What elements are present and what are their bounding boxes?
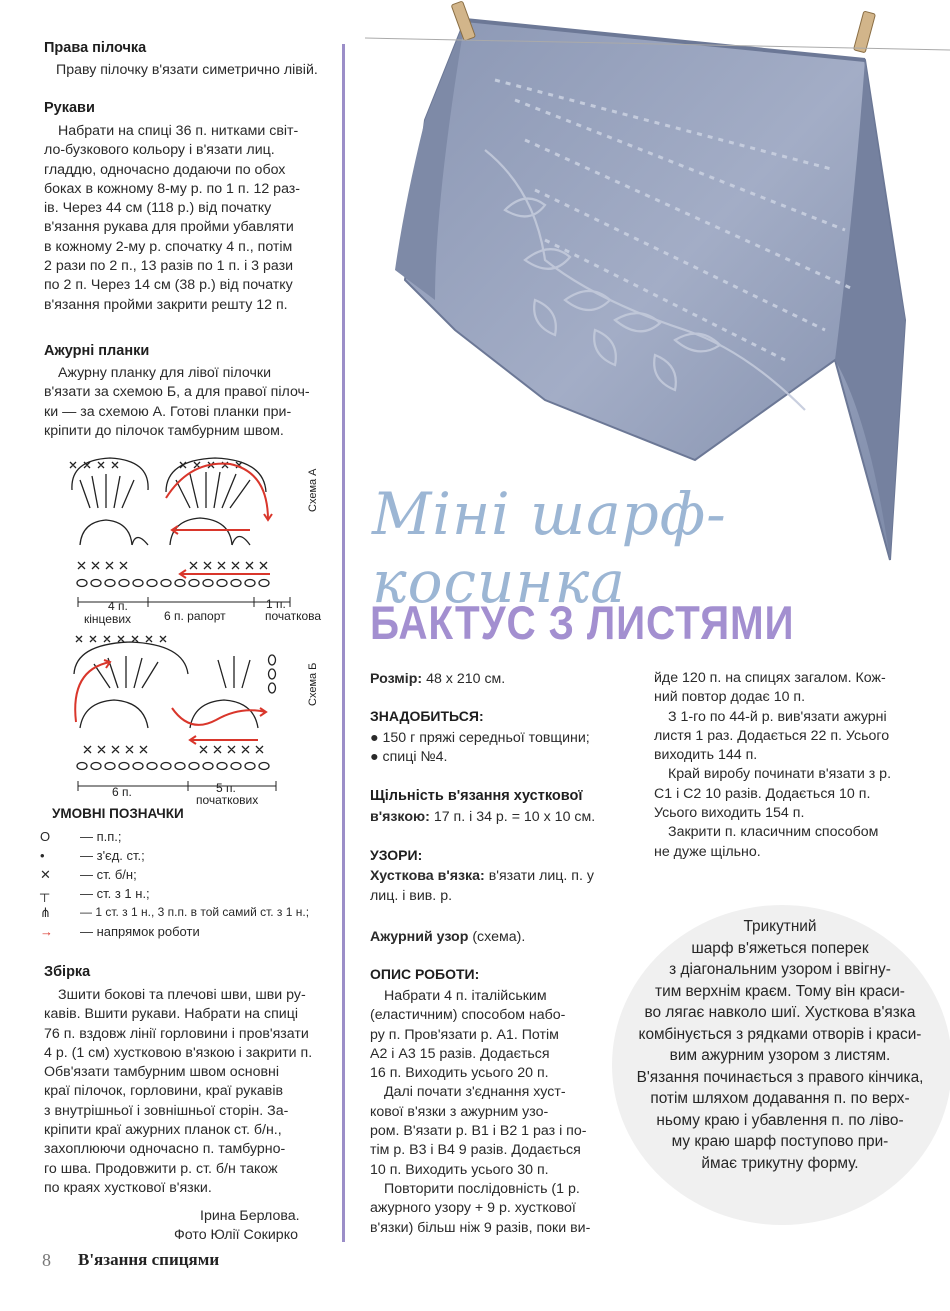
bubble-line: потім шляхом додавання п. по верх- xyxy=(650,1090,910,1107)
scheme-a-label-start: 1 п. xyxy=(266,597,286,611)
bubble-line: вим ажурним узором з листям. xyxy=(669,1047,891,1064)
double-crochet-icon: ┬ xyxy=(40,886,50,901)
sleeves-line: Набрати на спиці 36 п. нитками світ- xyxy=(58,123,299,139)
sleeves-line: ів. Через 44 см (118 р.) від початку xyxy=(44,200,272,217)
legend-heading: УМОВНІ ПОЗНАЧКИ xyxy=(52,806,184,821)
garter-line-2: лиц. і вив. р. xyxy=(370,888,453,904)
col3-line: Край виробу починати в'язати з р. xyxy=(668,766,892,783)
sleeves-heading: Рукави xyxy=(44,100,95,116)
scheme-b-diagram xyxy=(40,630,340,810)
lace-pattern-text: (схема). xyxy=(472,929,526,945)
legend-row xyxy=(40,903,340,922)
lace-pattern-label: Ажурний узор xyxy=(370,929,469,945)
column-divider xyxy=(342,44,345,1242)
work-line: А2 і А3 15 разів. Додається xyxy=(370,1045,550,1062)
scheme-b-label-5b: початкових xyxy=(196,793,259,807)
assembly-line: Зшити бокові та плечові шви, шви ру- xyxy=(58,987,306,1003)
legend-text: — ст. з 1 н.; xyxy=(80,886,150,901)
assembly-line: з внутрішньої і зовнішньої сторін. За- xyxy=(44,1102,289,1119)
chain-stitch-icon: O xyxy=(40,829,51,844)
legend-row xyxy=(40,865,340,884)
work-text xyxy=(370,987,616,1238)
bubble-line: му краю шарф поступово при- xyxy=(671,1133,889,1150)
work-line: (еластичним) способом набо- xyxy=(370,1007,566,1024)
garter-line xyxy=(370,867,594,886)
work-line: кової в'язки з ажурним узо- xyxy=(370,1103,549,1120)
work-line: в'язки) більш ніж 9 разів, поки ви- xyxy=(370,1219,591,1236)
bubble-line: ймає трикутну форму. xyxy=(701,1154,859,1172)
legend-row xyxy=(40,922,340,941)
bubble-line: тим верхнім краєм. Тому він краси- xyxy=(655,982,905,1000)
bubble-text xyxy=(622,916,938,1174)
scheme-a-label-rapport: 6 п. рапорт xyxy=(164,609,226,623)
col3-line: С1 і С2 10 разів. Додається 10 п. xyxy=(654,785,871,802)
legend-row xyxy=(40,884,340,903)
assembly-heading: Збірка xyxy=(44,964,91,980)
work-line: Далі почати з'єднання хуст- xyxy=(384,1084,566,1101)
legend-row xyxy=(40,846,340,865)
lace-text xyxy=(44,364,320,441)
sleeves-line: 2 рази по 2 п., 13 разів по 1 п. і 3 рази xyxy=(44,258,294,275)
legend-text: — напрямок роботи xyxy=(80,924,200,939)
scheme-b-label-5: 5 п. xyxy=(216,781,236,795)
shell-stitch-icon: ⋔ xyxy=(40,905,51,920)
work-line: тім р. В3 і В4 9 разів. Додається xyxy=(370,1142,581,1159)
bubble-line: шарф в'яжеться поперек xyxy=(691,939,869,957)
author: Ірина Берлова. xyxy=(200,1208,300,1224)
legend-text: — 1 ст. з 1 н., 3 п.п. в той самий ст. з 1 н.; xyxy=(80,905,310,919)
need-item: ● 150 г пряжі середньої товщини; xyxy=(370,730,590,746)
work-line: ажурного узору + 9 р. хусткової xyxy=(370,1200,576,1217)
density-heading-2: в'язкою: xyxy=(370,809,430,825)
scheme-b-dc-fans xyxy=(94,656,250,688)
slip-stitch-icon: • xyxy=(40,848,45,863)
scheme-a-diagram xyxy=(40,450,340,630)
sleeves-line: ло-бузкового кольору і в'язати лиц. xyxy=(44,142,275,159)
bubble-line: во лягає навколо шиї. Хусткова в'язка xyxy=(644,1004,916,1021)
work-line: ром. В'язати р. В1 і В2 1 раз і по- xyxy=(370,1123,587,1140)
assembly-line: 4 р. (1 см) хустковою в'язкою і закрити п. xyxy=(44,1044,313,1061)
work-line: Повторити послідовність (1 р. xyxy=(384,1180,580,1197)
size-label: Розмір: xyxy=(370,671,423,687)
patterns-heading: УЗОРИ: xyxy=(370,847,423,863)
pattern-title: БАКТУС З ЛИСТЯМИ xyxy=(370,596,795,649)
density-value: 17 п. і 34 р. = 10 х 10 см. xyxy=(433,809,596,825)
legend-text: — ст. б/н; xyxy=(80,867,137,882)
need-item: ● спиці №4. xyxy=(370,749,448,766)
front-right-heading: Права пілочка xyxy=(44,40,147,56)
scheme-a-chain-row xyxy=(77,580,269,587)
col3-line: З 1-го по 44-й р. вив'язати ажурні xyxy=(668,708,887,725)
front-right-text: Праву пілочку в'язати симетрично лівій. xyxy=(56,62,318,78)
legend-list xyxy=(40,827,340,941)
legend-text: — з'єд. ст.; xyxy=(80,848,145,863)
scheme-a-label-start2: початкова xyxy=(265,609,322,623)
work-line: ру п. Пров'язати р. А1. Потім xyxy=(370,1026,559,1043)
lace-pattern-line xyxy=(370,928,525,947)
sleeves-line: в'язання рукава для пройми убавляти xyxy=(44,219,294,236)
lace-line: в'язати за схемою Б, а для правої пілоч- xyxy=(44,384,310,401)
assembly-line: по краях хусткової в'язки. xyxy=(44,1179,212,1196)
garter-label: Хусткова в'язка: xyxy=(370,868,485,884)
col3-line: ний повтор додає 10 п. xyxy=(654,689,806,706)
lace-line: Ажурну планку для лівої пілочки xyxy=(58,365,272,381)
scheme-b-sc-row xyxy=(76,636,263,753)
size-line xyxy=(370,670,505,689)
assembly-line: кавів. Вшити рукави. Набрати на спиці xyxy=(44,1006,298,1023)
assembly-line: краї пілочок, горловини, краї рукавів xyxy=(44,1083,284,1100)
scheme-a-arches xyxy=(72,458,266,545)
bubble-line: з діагональним узором і ввігну- xyxy=(669,961,891,978)
scheme-a-label-end: 4 п. xyxy=(108,599,128,613)
scheme-a-title: Схема А xyxy=(307,468,319,512)
lace-heading: Ажурні планки xyxy=(44,343,150,359)
scheme-b-title: Схема Б xyxy=(307,662,319,706)
sleeves-text xyxy=(44,122,320,315)
page-number: 8 xyxy=(42,1250,51,1270)
sleeves-line: в кожному 2-му р. спочатку 4 п., потім xyxy=(44,238,293,255)
assembly-line: кріпити краї ажурних планок ст. б/н., xyxy=(44,1122,282,1139)
single-crochet-icon: ✕ xyxy=(40,867,51,882)
arrow-right-icon: → xyxy=(40,924,53,939)
col3-line: не дуже щільно. xyxy=(654,843,761,860)
need-heading: ЗНАДОБИТЬСЯ: xyxy=(370,708,484,724)
col3-line: йде 120 п. на спицях загалом. Кож- xyxy=(654,670,886,686)
sleeves-line: гладдю, одночасно додаючи по обох xyxy=(44,161,286,178)
magazine-title: В'язання спицями xyxy=(78,1250,220,1269)
sleeves-line: боках в кожному 8-му р. по 1 п. 12 раз- xyxy=(44,180,301,197)
col3-line: виходить 144 п. xyxy=(654,747,758,764)
legend-text: — п.п.; xyxy=(80,829,122,844)
density-heading: Щільність в'язання хусткової xyxy=(370,788,583,804)
photo-credit: Фото Юлії Сокирко xyxy=(174,1227,298,1243)
work-heading: ОПИС РОБОТИ: xyxy=(370,966,480,982)
work-line: 16 п. Виходить усього 20 п. xyxy=(370,1065,549,1082)
bubble-line: Трикутний xyxy=(743,918,817,935)
bubble-line: В'язання починається з правого кінчика, xyxy=(636,1068,924,1086)
scheme-b-arches xyxy=(74,642,258,728)
assembly-text xyxy=(44,986,320,1198)
size-value: 48 х 210 см. xyxy=(426,671,506,687)
scheme-a-top-sc xyxy=(70,462,242,468)
assembly-line: захоплюючи одночасно п. тамбурно- xyxy=(44,1141,286,1158)
bubble-line: ньому краю і убавлення п. по ліво- xyxy=(656,1111,904,1129)
bubble-line: комбінується з рядками отворів і краси- xyxy=(638,1025,922,1043)
garter-text: в'язати лиц. п. у xyxy=(488,868,594,884)
script-title: Міні шарф-косинка xyxy=(372,480,727,616)
sleeves-line: в'язання пройми закрити решту 12 п. xyxy=(44,296,288,313)
scheme-a-label-end2: кінцевих xyxy=(84,612,132,626)
lace-line: кріпити до пілочок тамбурним швом. xyxy=(44,422,284,439)
scheme-b-label-6: 6 п. xyxy=(112,785,132,799)
work-line: 10 п. Виходить усього 30 п. xyxy=(370,1161,549,1178)
col3-line: листя 1 раз. Додається 22 п. Усього xyxy=(654,727,890,744)
continuation-text xyxy=(654,669,916,862)
density-line xyxy=(370,808,595,827)
col3-line: Усього виходить 154 п. xyxy=(654,805,805,822)
legend-row xyxy=(40,827,340,846)
lace-line: ки — за схемою А. Готові планки при- xyxy=(44,403,292,420)
sleeves-line: по 2 п. Через 14 см (38 р.) від початку xyxy=(44,277,293,294)
assembly-line: Обв'язати тамбурним швом основні xyxy=(44,1064,280,1081)
assembly-line: 76 п. вздовж лінії горловини і пров'язати xyxy=(44,1025,309,1042)
scheme-a-dc-fans xyxy=(80,472,250,508)
scheme-a-sc-row xyxy=(78,562,267,569)
need-list xyxy=(370,729,590,768)
col3-line: Закрити п. класичним способом xyxy=(668,824,879,841)
assembly-line: го шва. Продовжити р. ст. б/н також xyxy=(44,1160,278,1177)
work-line: Набрати 4 п. італійським xyxy=(384,988,547,1004)
